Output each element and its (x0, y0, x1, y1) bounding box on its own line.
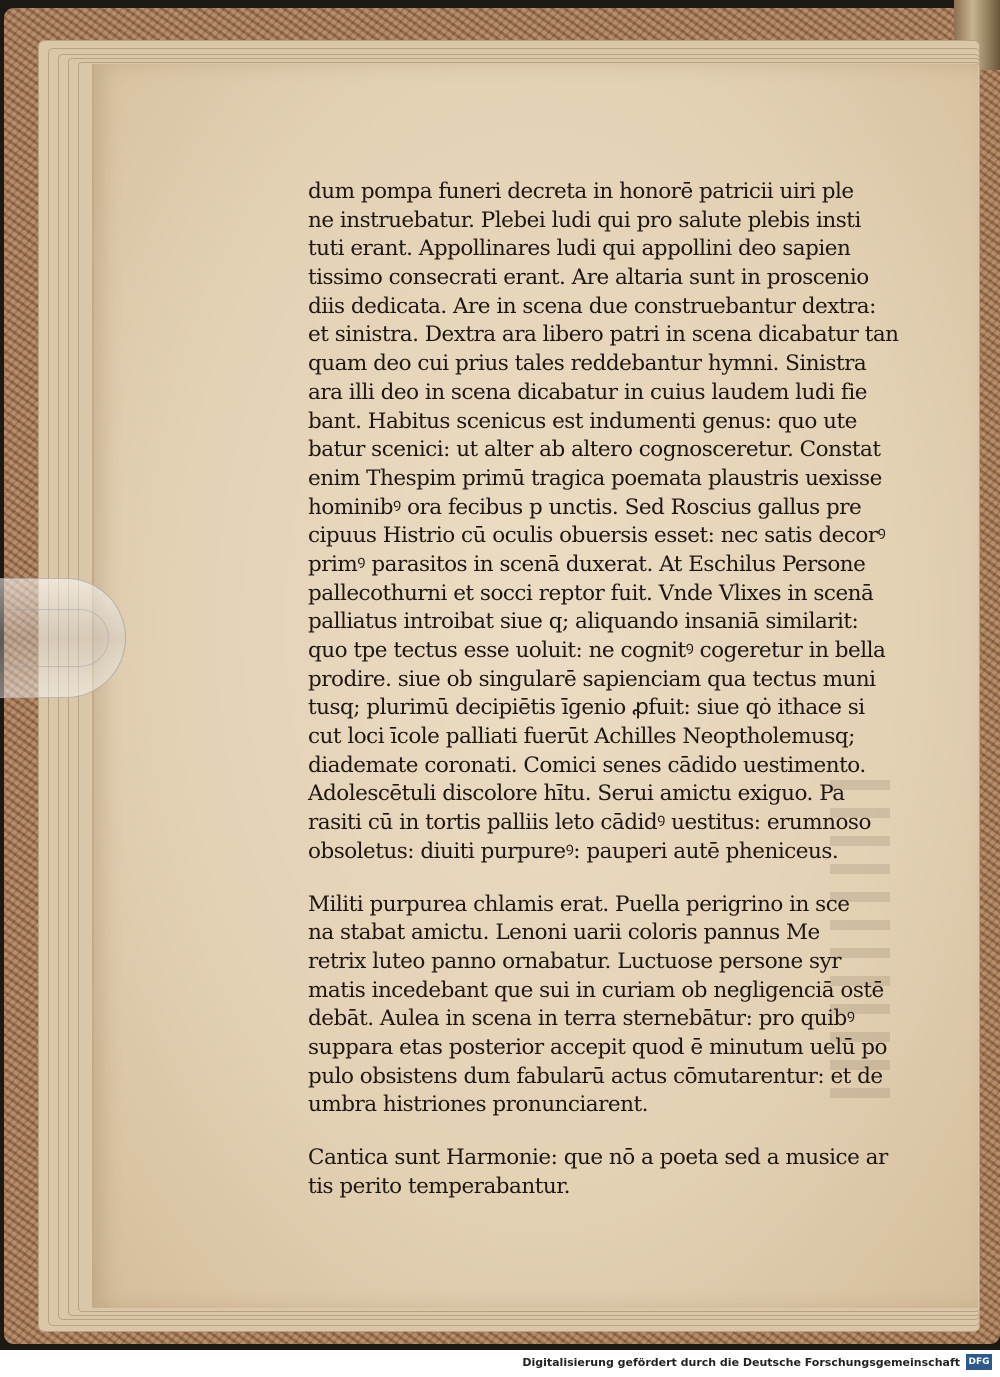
text-line: quo tpe tectus esse uoluit: ne cognitꝰ cogeretur in bella (308, 638, 886, 663)
text-line: palliatus introibat siue q; aliquando insaniā similarit: (308, 609, 859, 635)
text-line: tis perito temperabantur. (308, 1173, 570, 1199)
text-line: tusq; plurimū decipiētis īgenio ꝓfuit: siue qȯ ithace si (308, 695, 865, 721)
scan-footer (0, 1350, 1000, 1377)
text-line: enim Thespim primū tragica poemata plaustris uexisse (308, 465, 882, 491)
funding-credit: Digitalisierung gefördert durch die Deutsche Forschungsgemeinschaft (522, 1356, 960, 1369)
printed-text (308, 178, 899, 1201)
text-line: diis dedicata. Are in scena due construebantur dextra: (308, 293, 876, 319)
text-line: Militi purpurea chlamis erat. Puella perigrino in sce (308, 891, 850, 917)
paragraph-1 (308, 178, 899, 867)
text-line: rasiti cū in tortis palliis leto cādidꝰ uestitus: erumnoso (308, 810, 871, 836)
text-line: dum pompa funeri decreta in honorē patricii uiri ple (308, 179, 854, 204)
text-line: tissimo consecrati erant. Are altaria sunt in proscenio (308, 265, 869, 291)
text-line: quam deo cui prius tales reddebantur hymni. Sinistra (308, 351, 867, 377)
text-line: suppara etas posterior accepit quod ē minutum uelū po (308, 1034, 887, 1060)
paragraph-2 (308, 891, 888, 1121)
text-line: bant. Habitus scenicus est indumenti genus: quo ute (308, 408, 857, 434)
paragraph-gap (308, 867, 888, 891)
text-line: cipuus Histrio cū oculis obuersis esset: nec satis decorꝰ (308, 523, 886, 549)
text-line: obsoletus: diuiti purpureꝰ: pauperi autē pheniceus. (308, 838, 839, 864)
text-line: ara illi deo in scena dicabatur in cuius laudem ludi fie (308, 379, 867, 405)
text-line: tuti erant. Appollinares ludi qui appollini deo sapien (308, 236, 851, 262)
text-line: debāt. Aulea in scena in terra sternebātur: pro quibꝰ (308, 1006, 855, 1032)
plastic-page-clip (0, 578, 126, 698)
paragraph-gap (308, 1120, 888, 1144)
text-line: prodire. siue ob singularē sapienciam qua tectus muni (308, 666, 876, 692)
text-line: et sinistra. Dextra ara libero patri in scena dicabatur tan (308, 322, 899, 348)
text-line: Adolescētuli discolore hītu. Serui amictu exiguo. Pa (308, 781, 845, 807)
text-line: umbra histriones pronunciarent. (308, 1092, 648, 1118)
text-line: na stabat amictu. Lenoni uarii coloris pannus Me (308, 920, 820, 946)
text-line: ne instruebatur. Plebei ludi qui pro salute plebis insti (308, 207, 861, 233)
text-line: diademate coronati. Comici senes cādido uestimento. (308, 752, 866, 778)
paragraph-3 (308, 1144, 888, 1201)
text-line: pallecothurni et socci reptor fuit. Vnde Vlixes in scenā (308, 580, 874, 606)
dfg-logo-icon: DFG (966, 1354, 992, 1370)
text-line: hominibꝰ ora fecibus p unctis. Sed Roscius gallus pre (308, 494, 862, 520)
text-line: matis incedebant que sui in curiam ob negligenciā ostē (308, 977, 884, 1003)
text-line: pulo obsistens dum fabularū actus cōmutarentur: et de (308, 1063, 883, 1089)
text-line: Cantica sunt Harmonie: que nō a poeta sed a musice ar (308, 1145, 888, 1170)
text-line: cut loci īcole palliati fuerūt Achilles Neoptholemusq; (308, 724, 855, 750)
text-line: retrix luteo panno ornabatur. Luctuose persone syr (308, 948, 842, 974)
text-line: primꝰ parasitos in scenā duxerat. At Eschilus Persone (308, 551, 866, 577)
text-line: batur scenici: ut alter ab altero cognosceretur. Constat (308, 437, 881, 463)
